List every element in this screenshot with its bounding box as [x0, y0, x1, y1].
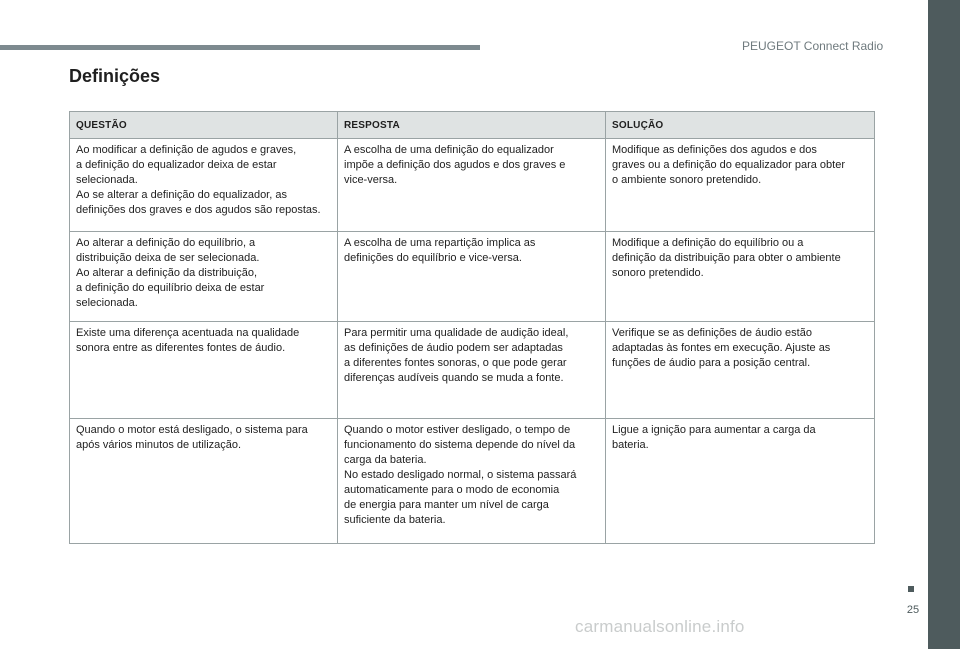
cell-text-line: selecionada.	[76, 297, 138, 309]
cell-text-line: diferenças audíveis quando se muda a fonte.	[344, 372, 564, 384]
answer-cell	[338, 139, 606, 232]
cell-text-line: funções de áudio para a posição central.	[612, 357, 811, 369]
cell-text-line: Para permitir uma qualidade de audição ideal,	[344, 327, 569, 339]
answer-cell	[338, 322, 606, 419]
cell-text-line: de energia para manter um nível de carga	[344, 499, 549, 511]
cell-text-line: adaptadas às fontes em execução. Ajuste as	[612, 342, 831, 354]
solution-cell	[606, 139, 875, 232]
cell-text-line: No estado desligado normal, o sistema passará	[344, 469, 577, 481]
question-cell	[70, 232, 338, 322]
cell-text-line: sonoro pretendido.	[612, 267, 704, 279]
question-cell	[70, 419, 338, 544]
solution-cell	[606, 419, 875, 544]
column-header-answer: RESPOSTA	[338, 112, 606, 139]
table-row	[70, 419, 875, 544]
cell-text-line: definição da distribuição para obter o ambiente	[612, 252, 841, 264]
cell-text-line: vice-versa.	[344, 174, 398, 186]
cell-text-line: automaticamente para o modo de economia	[344, 484, 560, 496]
cell-text-line: Modifique as definições dos agudos e dos	[612, 144, 817, 156]
cell-text-line: Verifique se as definições de áudio estão	[612, 327, 812, 339]
column-header-solution: SOLUÇÃO	[606, 112, 875, 139]
cell-text-line: sonora entre as diferentes fontes de áudio.	[76, 342, 286, 354]
table-row	[70, 139, 875, 232]
cell-text-line: suficiente da bateria.	[344, 514, 446, 526]
cell-text-line: a definição do equalizador deixa de estar	[76, 159, 277, 171]
solution-cell	[606, 322, 875, 419]
cell-text-line: Ao alterar a definição da distribuição,	[76, 267, 257, 279]
cell-text-line: as definições de áudio podem ser adaptadas	[344, 342, 563, 354]
cell-text-line: carga da bateria.	[344, 454, 427, 466]
cell-text-line: A escolha de uma repartição implica as	[344, 237, 536, 249]
cell-text-line: impõe a definição dos agudos e dos graves e	[344, 159, 566, 171]
question-cell	[70, 139, 338, 232]
cell-text-line: definições do equilíbrio e vice-versa.	[344, 252, 522, 264]
cell-text-line: Existe uma diferença acentuada na qualidade	[76, 327, 300, 339]
cell-text-line: Quando o motor estiver desligado, o tempo de	[344, 424, 571, 436]
cell-text-line: definições dos graves e dos agudos são repostas.	[76, 204, 321, 216]
cell-text-line: Ao alterar a definição do equilíbrio, a	[76, 237, 256, 249]
cell-text-line: selecionada.	[76, 174, 138, 186]
cell-text-line: distribuição deixa de ser selecionada.	[76, 252, 260, 264]
answer-cell	[338, 232, 606, 322]
table-header-row	[70, 112, 875, 139]
column-header-question: QUESTÃO	[70, 112, 338, 139]
answer-cell	[338, 419, 606, 544]
cell-text-line: a definição do equilíbrio deixa de estar	[76, 282, 265, 294]
page-number: 25	[906, 604, 920, 616]
document-title: PEUGEOT Connect Radio	[742, 39, 884, 53]
cell-text-line: Ao se alterar a definição do equalizador, as	[76, 189, 287, 201]
cell-text-line: após vários minutos de utilização.	[76, 439, 242, 451]
watermark-text: carmanualsonline.info	[575, 617, 745, 636]
cell-text-line: graves ou a definição do equalizador para obter	[612, 159, 845, 171]
cell-text-line: Ao modificar a definição de agudos e graves,	[76, 144, 297, 156]
cell-text-line: o ambiente sonoro pretendido.	[612, 174, 762, 186]
table-row	[70, 322, 875, 419]
cell-text-line: Modifique a definição do equilíbrio ou a	[612, 237, 804, 249]
cell-text-line: Ligue a ignição para aumentar a carga da	[612, 424, 816, 436]
continuation-marker	[908, 586, 914, 592]
section-title: Definições	[69, 66, 161, 86]
faq-table	[69, 111, 875, 544]
cell-text-line: funcionamento do sistema depende do nível da	[344, 439, 576, 451]
solution-cell	[606, 232, 875, 322]
header-rule	[0, 45, 480, 50]
chapter-side-band	[928, 0, 960, 649]
cell-text-line: bateria.	[612, 439, 649, 451]
cell-text-line: a diferentes fontes sonoras, o que pode gerar	[344, 357, 567, 369]
cell-text-line: A escolha de uma definição do equalizador	[344, 144, 554, 156]
cell-text-line: Quando o motor está desligado, o sistema para	[76, 424, 308, 436]
table-row	[70, 232, 875, 322]
question-cell	[70, 322, 338, 419]
